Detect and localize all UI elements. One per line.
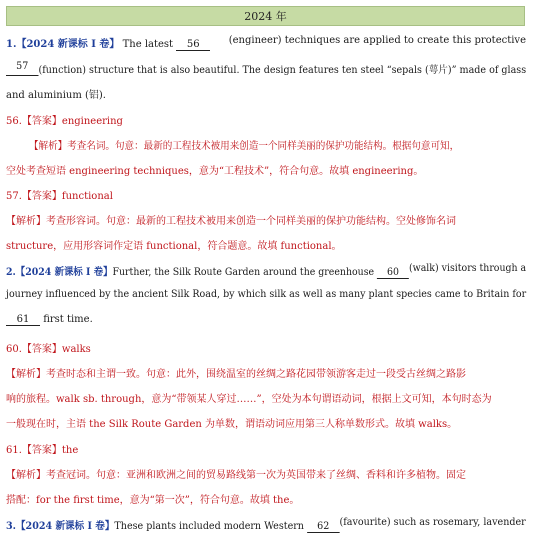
explanation-60-line-1: 【解析】考查时态和主谓一致。句意：此外，围绕温室的丝绸之路花园带领游客走过一段受古丝绸之路影 — [6, 369, 466, 380]
explanation-60-line-2: 响的旅程。walk sb. through，意为“带领某人穿过……”，空处为本句谓语动词，根据上文可知，本句时态为 — [6, 394, 492, 405]
q2-line-3 — [6, 314, 526, 326]
year-header: 2024 年 — [6, 6, 525, 26]
answer-61: 61.【答案】the — [6, 445, 79, 456]
source-tag: 2.【2024 新课标 I 卷】 — [6, 267, 113, 278]
question-number: 1. — [6, 39, 17, 50]
q1-line-3: and aluminium (铝). — [6, 90, 106, 101]
blank-62: 62 — [307, 521, 340, 533]
q3-text: These plants included modern Western — [114, 521, 304, 532]
explanation-60-line-3: 一般现在时，主语 the Silk Route Garden 为单数，谓语动词应用第三人称单数形式。故填 walks。 — [6, 419, 458, 430]
answer-57: 57.【答案】functional — [6, 191, 113, 202]
q2-line-2: journey influenced by the ancient Silk Road, by which silk as well as many plant species came to Britain for — [6, 289, 527, 300]
q1-line-1 — [6, 35, 526, 51]
q3-line-1 — [6, 517, 526, 533]
explanation-61-line-1: 【解析】考查冠词。句意：亚洲和欧洲之间的贸易路线第一次为英国带来了丝绸、香料和许多植物。固定 — [6, 470, 466, 481]
q1-text: (function) structure that is also beautiful. The design features ten steel “sepals (萼片)” made of glass — [38, 65, 527, 76]
q1-text: (engineer) techniques are applied to create this protective — [228, 35, 526, 46]
source-tag: 3.【2024 新课标 I 卷】 — [6, 521, 115, 532]
explanation-56-line-1: 【解析】考查名词。句意：最新的工程技术被用来创造一个同样美丽的保护功能结构。根据句意可知， — [28, 141, 460, 152]
source-tag: 【2024 新课标 I 卷】 — [16, 39, 120, 50]
blank-57: 57 — [6, 61, 39, 76]
q3-text: (favourite) such as rosemary, lavender — [339, 517, 526, 528]
blank-61: 61 — [6, 314, 40, 326]
q2-text: first time. — [43, 314, 93, 325]
blank-60: 60 — [377, 267, 409, 279]
explanation-61-line-2: 搭配：for the first time，意为“第一次”，符合句意。故填 the。 — [6, 495, 300, 506]
answer-56: 56.【答案】engineering — [6, 116, 123, 127]
answer-60: 60.【答案】walks — [6, 344, 91, 355]
q2-text: Further, the Silk Route Garden around the greenhouse — [112, 267, 375, 278]
explanation-56-line-2: 空处考查短语 engineering techniques，意为“工程技术”，符合句意。故填 engineering。 — [6, 166, 424, 177]
explanation-57-line-2: structure，应用形容词作定语 functional，符合题意。故填 functional。 — [6, 241, 342, 252]
q2-line-1 — [6, 263, 527, 279]
q2-text: (walk) visitors through a — [409, 263, 527, 274]
explanation-57-line-1: 【解析】考查形容词。句意：最新的工程技术被用来创造一个同样美丽的保护功能结构。空处修饰名词 — [6, 216, 456, 227]
q1-text: The latest — [122, 39, 174, 50]
blank-56: 56 — [176, 39, 210, 51]
q1-line-2 — [6, 61, 527, 76]
